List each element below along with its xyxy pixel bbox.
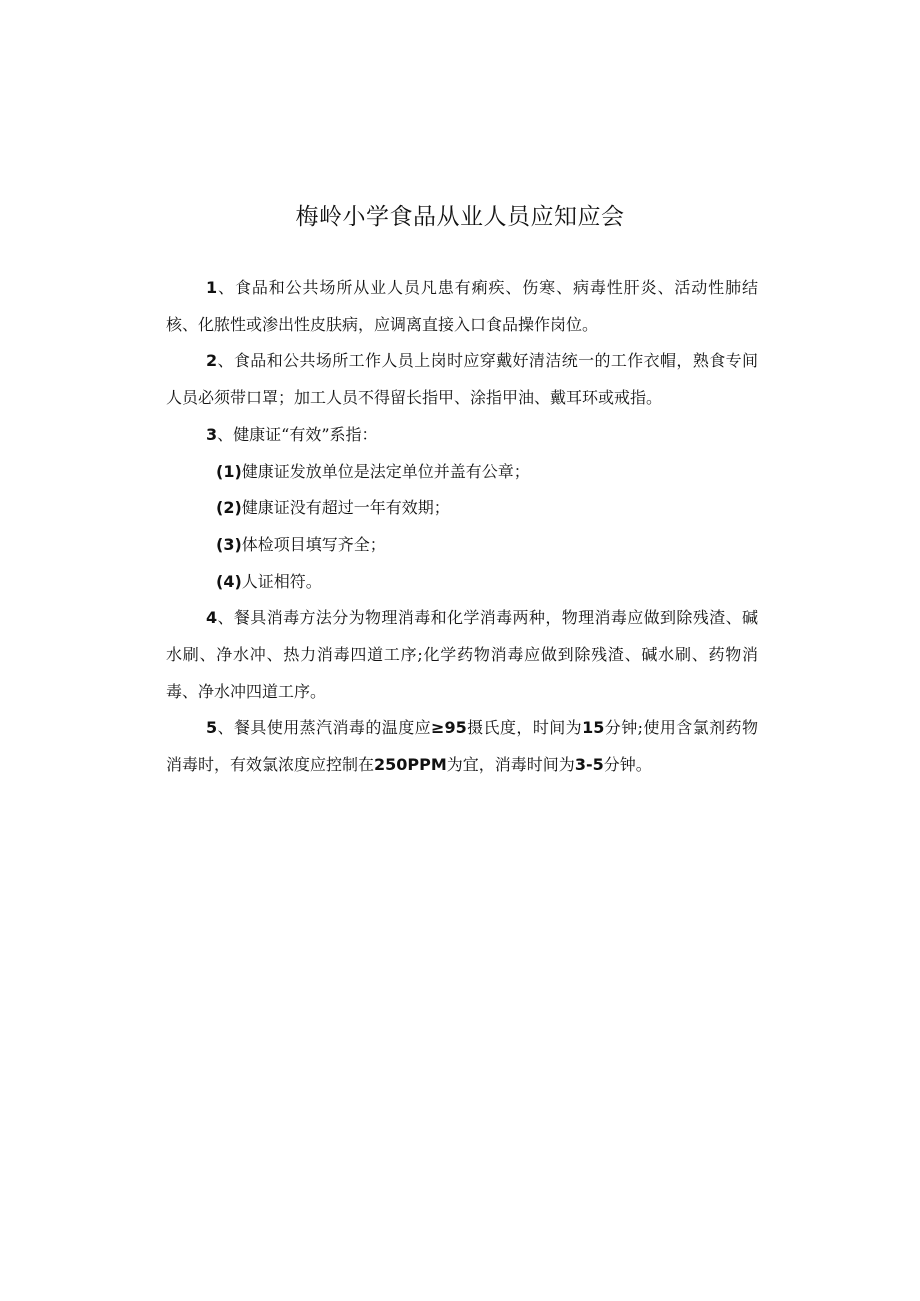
temperature-value: ≥95: [431, 718, 467, 738]
item-number: 1: [206, 278, 218, 297]
item-text: 、食品和公共场所工作人员上岗时应穿戴好清洁统一的工作衣帽，熟食专间人员必须带口罩；加工人员不得留长指甲、涂指甲油、戴耳环或戒指。: [166, 351, 758, 408]
sub-item-4: [166, 564, 758, 601]
item-text: 分钟;使用含氯剂药物消毒时，有效氯浓度应控制在: [166, 718, 758, 775]
item-text: 、食品和公共场所从业人员凡患有痢疾、伤寒、病毒性肝炎、活动性肺结核、化脓性或渗出性皮肤病，应调离直接入口食品操作岗位。: [166, 278, 758, 334]
document-body: [166, 270, 758, 784]
sub-item-text: 健康证没有超过一年有效期；: [241, 498, 450, 518]
paragraph-1: [166, 270, 758, 343]
sub-item-text: 人证相符。: [241, 571, 322, 591]
disinfection-time-value: 3-5: [574, 755, 604, 775]
sub-item-number: (4): [216, 571, 242, 591]
sub-item-1: [166, 454, 758, 491]
paragraph-2: [166, 343, 758, 416]
sub-item-number: (3): [216, 534, 242, 554]
paragraph-4: [166, 600, 758, 710]
item-text: 、餐具消毒方法分为物理消毒和化学消毒两种，物理消毒应做到除残渣、碱水刷、净水冲、热力消毒四道工序;化学药物消毒应做到除残渣、碱水刷、药物消毒、净水冲四道工序。: [166, 608, 758, 701]
document-title: 梅岭小学食品从业人员应知应会: [295, 204, 625, 230]
duration-value: 15: [582, 718, 605, 738]
item-text: 、餐具使用蒸汽消毒的温度应: [217, 718, 432, 738]
sub-item-3: [166, 527, 758, 564]
item-number: 4: [206, 608, 218, 628]
item-number: 5: [206, 718, 218, 738]
item-number: 3: [206, 424, 218, 444]
item-text: 、健康证“有效”系指：: [217, 424, 378, 444]
concentration-value: 250PPM: [374, 755, 447, 775]
item-text: 分钟。: [603, 755, 652, 775]
item-text: 摄氏度，时间为: [466, 718, 583, 738]
sub-item-number: (2): [216, 498, 242, 518]
item-text: 为宜，消毒时间为: [446, 755, 575, 775]
sub-item-text: 体检项目填写齐全；: [241, 534, 386, 554]
sub-item-2: [166, 490, 758, 527]
sub-item-number: (1): [216, 461, 242, 481]
sub-item-text: 健康证发放单位是法定单位并盖有公章；: [241, 461, 530, 481]
item-number: 2: [206, 351, 218, 371]
paragraph-5: [166, 710, 758, 783]
paragraph-3: [166, 417, 758, 454]
